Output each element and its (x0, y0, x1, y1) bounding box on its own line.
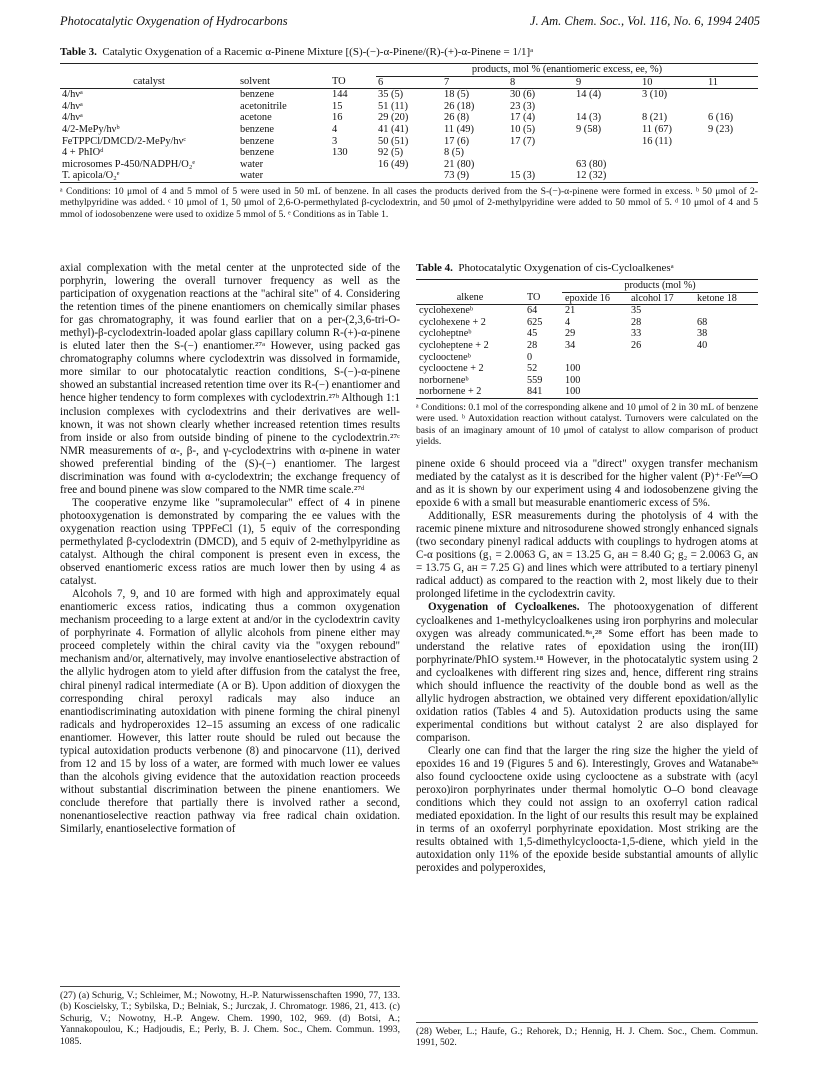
table-4 (416, 279, 758, 399)
table-4-cell: norborneneᵇ (419, 374, 469, 386)
table-3-cell: 17 (6) (444, 135, 470, 147)
table-3-block (60, 46, 758, 220)
table-4-cell: 21 (565, 305, 576, 317)
table-4-cell: cyclohexene + 2 (419, 316, 486, 328)
table-4-cell: 26 (631, 339, 642, 351)
table-4-row (416, 305, 758, 317)
table-3-cell: 41 (41) (378, 123, 409, 135)
table-3-cell (330, 159, 376, 171)
table-4-cell: 38 (697, 328, 708, 340)
table-3-cell (330, 170, 376, 182)
table-4-footnote: ᵃ Conditions: 0.1 mol of the corresponding alkene and 10 μmol of 2 in 30 mL of benzene were used. ᵇ Autoxidation reaction without catalyst. Turnovers were calculated on the basis of an imaginary amount of 10 μmol of catalyst to allow comparison of product yields. (416, 401, 758, 448)
table-3-cell (706, 136, 758, 148)
table-4-cell: 29 (565, 328, 576, 340)
table-3-cell: 16 (11) (642, 135, 672, 147)
table-4-cell: 559 (527, 374, 543, 386)
table-3-cell: 11 (49) (444, 123, 474, 135)
table-3-row (60, 136, 758, 148)
table-4-column-header: alkene (456, 292, 484, 304)
body-paragraph: Oxygenation of Cycloalkenes. The photooxygenation of different cycloalkenes and 1-methylcycloalkenes using iron porphyrins and molecular oxygen was already communicated.⁸ᵃ,²⁸ Some effort has been made to understand the relative rates of epoxidation using the iron(III) porphyrinate/PhIO system.¹⁸ However, in the photocatalytic system using 2 and cycloalkenes with different ring sizes and, hence, different ring strains which should influence the reactivity of the double bond as well as the allylic hydrogen abstraction, we obtained very different epoxidation/allylic oxidation ratios (Tables 4 and 5). Autoxidation products using the same experimental conditions but without catalyst 2 are also displayed for comparison. (416, 601, 758, 744)
table-4-cell: 625 (527, 316, 543, 328)
table-3-cell: 8 (5) (444, 147, 464, 159)
table-4-cell: 35 (631, 305, 642, 317)
table-3-cell: microsomes P-450/NADPH/O₂ᵉ (62, 158, 195, 170)
table-3-cell: 17 (7) (510, 135, 536, 147)
table-3-cell: FeTPPCl/DMCD/2-MePy/hνᶜ (62, 135, 186, 147)
table-3-cell: 16 (332, 112, 343, 124)
table-3-group-header: products, mol % (enantiomeric excess, ee, %) (376, 64, 758, 77)
table-4-cell: 52 (527, 363, 538, 375)
table-3-column-header: 9 (576, 76, 582, 88)
table-3-cell (508, 159, 574, 171)
table-3-cell (574, 101, 640, 113)
table-3-cell: 63 (80) (576, 158, 607, 170)
table-3-row (60, 101, 758, 113)
table-4-cell: norbornene + 2 (419, 386, 482, 398)
table-3-row (60, 147, 758, 159)
table-3-cell (508, 147, 574, 159)
body-paragraph: Clearly one can find that the larger the ring size the higher the yield of epoxides 16 and 19 (Figures 5 and 6). Interestingly, Groves and Watanabe³ᵃ also found cyclooctene oxide using cyclooctene as a substrate with (acyl peroxo)iron porphyrinates under thermal homolytic O–O bond cleavage conditions which they could not assign to an oxoferryl cation radical mediated epoxidation. In the light of our results this result may be explained in terms of an oxoferryl porphyrinate epoxidation. Most striking are the results obtained with 1,5-dimethylcycloocta-1,5-diene, which yield in the autoxidation only 11% of the epoxide beside substantial amounts of allylic peroxides and polyperoxides, (416, 744, 758, 875)
table-3-cell: 8 (21) (642, 112, 668, 124)
table-3-cell: benzene (240, 147, 275, 159)
table-3-cell (706, 101, 758, 113)
table-3-cell: 144 (332, 89, 348, 101)
table-3-cell: 15 (332, 100, 343, 112)
table-3-column-header: TO (332, 76, 346, 88)
body-paragraph: The cooperative enzyme like "supramolecular" effect of 4 in pinene photooxygenation is demonstrated by comparing the ee values with the oxygenation reaction using TPPFeCl (1), 5 equiv of the corresponding permethylated β-cyclodextrin (DMCD), and 5 equiv of 2-methylpyridine as catalyst. Although the chiral component is present even in excess, the observed enantiomeric excess ratios are much lower then by using 4 as catalyst. (60, 496, 400, 588)
table-3 (60, 63, 758, 183)
table-3-cell: 4/2-MePy/hνᵇ (62, 123, 120, 135)
table-4-cell (628, 375, 694, 387)
table-4-column-header: alcohol 17 (631, 292, 674, 304)
table-4-cell (694, 363, 758, 375)
table-4-cell (562, 352, 628, 364)
table-4-column-header: ketone 18 (697, 292, 737, 304)
table-3-cell: 50 (51) (378, 135, 409, 147)
table-4-cell (628, 363, 694, 375)
table-3-cell: water (240, 170, 264, 182)
table-3-footnote: ᵃ Conditions: 10 μmol of 4 and 5 mmol of 5 were used in 50 mL of benzene. In all cases the products derived from the S-(−)-α-pinene were formed in excess. ᵇ 50 μmol of 2-methylpyridine was added. ᶜ 10 μmol of 1, 50 μmol of 2,6-O-permethylated β-cyclodextrin, and 50 μmol of 2-methylpyridine were added to 50 mmol of 5. ᵈ 10 μmol of 4 and 5 mmol of iodosobenzene were used to oxidize 5 mmol of 5. ᵉ Conditions as in Table 1. (60, 185, 758, 220)
table-3-cell: 16 (49) (378, 158, 409, 170)
table-3-cell: 21 (80) (444, 158, 475, 170)
table-3-cell (574, 136, 640, 148)
running-title: Photocatalytic Oxygenation of Hydrocarbons (60, 14, 288, 28)
table-3-cell (706, 159, 758, 171)
table-4-cell: cyclooctenеᵇ (419, 351, 471, 363)
table-4-cell: 100 (565, 386, 581, 398)
table-3-cell: 73 (9) (444, 170, 470, 182)
table-4-cell: 4 (565, 316, 571, 328)
table-3-cell: benzene (240, 89, 275, 101)
table-4-cell: 100 (565, 363, 581, 375)
table-3-cell: benzene (240, 123, 275, 135)
table-4-group-header: products (mol %) (562, 280, 758, 293)
table-4-cell: 28 (527, 339, 538, 351)
table-3-cell: 92 (5) (378, 147, 404, 159)
table-4-cell: 100 (565, 374, 581, 386)
table-3-cell: 14 (3) (576, 112, 602, 124)
table-3-column-header: 11 (708, 76, 719, 88)
table-3-cell: 3 (332, 135, 338, 147)
table-3-cell: 6 (16) (708, 112, 734, 124)
table-4-column-header: TO (527, 292, 541, 304)
table-4-cell (628, 352, 694, 364)
table-4-cell: cyclohexeneᵇ (419, 305, 474, 317)
table-4-row (416, 328, 758, 340)
table-3-cell (574, 147, 640, 159)
table-3-row (60, 112, 758, 124)
table-3-cell: 26 (18) (444, 100, 475, 112)
table-3-cell: 18 (5) (444, 89, 470, 101)
table-3-cell: 15 (3) (510, 170, 536, 182)
references-28: (28) Weber, L.; Haufe, G.; Rehorek, D.; Hennig, H. J. Chem. Soc., Chem. Commun. 1991, 502. (416, 1022, 758, 1049)
table-4-cell (694, 386, 758, 398)
table-3-cell: 4/hνᵃ (62, 100, 83, 112)
table-3-cell: 12 (32) (576, 170, 607, 182)
table-4-column-header: epoxide 16 (565, 292, 610, 304)
body-paragraph: Additionally, ESR measurements during the photolysis of 4 with the racemic pinene mixture and nitrosodurene showed strongly enhanced signals (two secondary pinenyl radical adducts with couplings to hydrogen atoms at C-α positions (g₁ = 2.0063 G, aɴ = 13.25 G, aʜ = 8.40 G; g₂ = 2.0063 G, aɴ = 13.75 G, aʜ = 7.25 G) and lines which were attributed to a tertiary pinenyl radical adduct) as compared to the reaction with 2, most likely due to their prolonged lifetime in the cyclodextrin cavity. (416, 510, 758, 601)
table-3-cell: 3 (10) (642, 89, 668, 101)
table-3-cell: water (240, 158, 264, 170)
references-27: (27) (a) Schurig, V.; Schleimer, M.; Nowotny, H.-P. Naturwissenschaften 1990, 77, 133. (b) Koscielsky, T.; Sybilska, D.; Belniak, S.; Jurczak, J. Chromatogr. 1986, 21, 413. (c) Schurig, V.; Nowotny, H.-P. Angew. Chem. 1990, 102, 969. (d) Botsi, A.; Yannakopoulou, K.; Hadjoudis, E.; Perly, B. J. Chem. Soc., Chem. Commun. 1993, 1085. (60, 986, 400, 1047)
body-paragraph: Alcohols 7, 9, and 10 are formed with high and approximately equal enantiomeric excess ratios, indicating thus a common oxygenation mechanism proceeding to a large extent at and/or in the cyclodextrin cavity of porphyrinate 4. Formation of allylic alcohols from pinene either may proceed completely within the chiral cavity via the "oxygen rebound" mechanism and/or, alternatively, may involve enantioselective abstraction of the allylic hydrogen atom to yield after diffusion from the catalyst the free, chiral pinenyl radical intermediate (A or B). Upon addition of dioxygen the corresponding chiral peroxyl radicals may also induce an enantiodiscriminating autoxidation with pinene forming the chiral pinenyl radicals and hydroperoxides 12–15 assuming an excess of one radicalic enantiomer. However, this latter route should be ruled out because the typical autoxidation products verbenone (8) and pinocarvone (11), derived from 12 and 15 by loss of a water, are formed with much lower ee values than the alcohols giving evidence that the autoxidation reaction proceeds without substantial discrimination between the pinene enantiomers. We conclude therefore that partially there is involved rather a second, nonenantioselective reaction pathway via free radical chain oxidation. Similarly, enantioselective formation of (60, 588, 400, 836)
table-3-column-header: 10 (642, 76, 653, 88)
table-3-cell: 4/hνᵃ (62, 112, 83, 124)
left-column (60, 262, 400, 836)
section-heading: Oxygenation of Cycloalkenes. (428, 601, 580, 614)
table-3-cell: 11 (67) (642, 123, 672, 135)
table-4-row (416, 340, 758, 352)
table-4-row (416, 363, 758, 375)
table-3-cell: 130 (332, 147, 348, 159)
running-header (60, 14, 760, 32)
table-4-cell (694, 352, 758, 364)
table-3-column-header: 7 (444, 76, 450, 88)
table-4-cell: 33 (631, 328, 642, 340)
table-4-cell: 34 (565, 339, 576, 351)
table-3-cell: acetone (240, 112, 272, 124)
table-4-cell (694, 305, 758, 317)
table-3-cell: acetonitrile (240, 100, 287, 112)
table-3-cell: 17 (4) (510, 112, 536, 124)
table-4-cell: 40 (697, 339, 708, 351)
table-4-cell: 841 (527, 386, 543, 398)
table-4-row (416, 386, 758, 398)
table-3-cell: 51 (11) (378, 100, 408, 112)
table-3-cell: 4/hνᵃ (62, 89, 83, 101)
table-3-cell: 26 (8) (444, 112, 470, 124)
table-3-cell: 10 (5) (510, 123, 536, 135)
table-3-cell: 4 (332, 123, 338, 135)
table-3-row (60, 89, 758, 101)
table-4-cell: 64 (527, 305, 538, 317)
table-3-cell: 35 (5) (378, 89, 404, 101)
table-3-cell: 14 (4) (576, 89, 602, 101)
table-3-cell (640, 170, 706, 182)
table-3-column-header: 8 (510, 76, 516, 88)
body-paragraph: axial complexation with the metal center at the unprotected side of the porphyrin, lowering the overall turnover frequency as well as the participation of oxygenation reactions at the "achiral site" of 4. Considering the retention times of the pinene enantiomers on chemically similar phases for gas chromatography, it was found earlier that on a per-(2,3,6-tri-O-methyl)-β-cyclodextrin-loaded apolar glass capillary column R-(+)-α-pinene is eluted later then the S-(−) enantiomer.²⁷ᵃ However, using packed gas chromatography columns where cyclodextrin was dissolved in formamide, more similar to our photocatalytic reaction conditions, S-(−)-α-pinene showed an substantial increased retention time over its R-(−) enantiomer and hence higher tendency to form complexes with cyclodextrin.²⁷ᵇ Although 1:1 inclusion complexes with cyclodextrins and their derivatives are well-known, it was not shown clearly whether increased retention times results from inside or also from outside binding of pinene to the cyclodextrin.²⁷ᶜ NMR measurements of α-, β-, and γ-cyclodextrins with α-pinene in water showed preferential binding of the (S)-(−) enantiomer. The largest discrimination was found with α-cyclodextrin; the exchange frequency of free and bound pinene was slow compared to the NMR time scale.²⁷ᵈ (60, 262, 400, 496)
table-4-cell (694, 375, 758, 387)
table-3-cell (640, 101, 706, 113)
table-4-row (416, 352, 758, 364)
journal-citation: J. Am. Chem. Soc., Vol. 116, No. 6, 1994 2405 (529, 14, 760, 28)
body-paragraph: pinene oxide 6 should proceed via a "direct" oxygen transfer mechanism mediated by the catalyst as it is described for the higher valent (P)⁺·Feᴵⱽ═O and as it is shown by our experiment using 4 and iodosobenzene giving the epoxide 6 with a small but measurable enantiomeric excess of 5%. (416, 457, 758, 510)
table-3-row (60, 124, 758, 136)
table-3-cell (706, 89, 758, 101)
table-3-row (60, 170, 758, 182)
table-3-cell: 29 (20) (378, 112, 409, 124)
table-3-cell (640, 147, 706, 159)
table-3-cell: 4 + PhIOᵈ (62, 147, 104, 159)
table-3-cell (706, 170, 758, 182)
table-3-row (60, 159, 758, 171)
table-3-column-header: solvent (240, 76, 271, 88)
table-3-cell: 9 (58) (576, 123, 602, 135)
table-4-cell: cycloheptene + 2 (419, 339, 489, 351)
table-3-cell (376, 170, 442, 182)
table-4-cell: cycloheptneᵇ (419, 328, 472, 340)
table-4-cell: 28 (631, 316, 642, 328)
table-3-column-header: catalyst (133, 76, 165, 88)
table-4-cell: cyclooctene + 2 (419, 363, 484, 375)
table-3-cell (706, 147, 758, 159)
table-4-cell: 68 (697, 316, 708, 328)
right-column (416, 262, 758, 875)
table-3-cell: 23 (3) (510, 100, 536, 112)
table-4-cell (628, 386, 694, 398)
table-4-row (416, 317, 758, 329)
section-lead: The photooxygenation of different cycloalkenes and 1-methylcycloalkenes using iron porphyrins and molecular oxygen was already communicated.⁸ᵃ,²⁸ (416, 601, 758, 640)
table-3-cell: 30 (6) (510, 89, 536, 101)
table-3-cell (640, 159, 706, 171)
table-4-caption: Table 4. Photocatalytic Oxygenation of cis-Cycloalkenesᵃ (416, 262, 674, 274)
table-3-caption: Table 3. Catalytic Oxygenation of a Racemic α-Pinene Mixture [(S)-(−)-α-Pinene/(R)-(+)-α-Pinene = 1/1]ᵃ (60, 46, 534, 58)
table-3-cell: T. apicola/O₂ᵉ (62, 170, 120, 182)
table-4-row (416, 375, 758, 387)
table-3-column-header: 6 (378, 76, 384, 88)
table-3-cell: benzene (240, 135, 275, 147)
table-4-cell: 0 (527, 351, 533, 363)
table-4-cell: 45 (527, 328, 538, 340)
table-3-cell: 9 (23) (708, 123, 734, 135)
